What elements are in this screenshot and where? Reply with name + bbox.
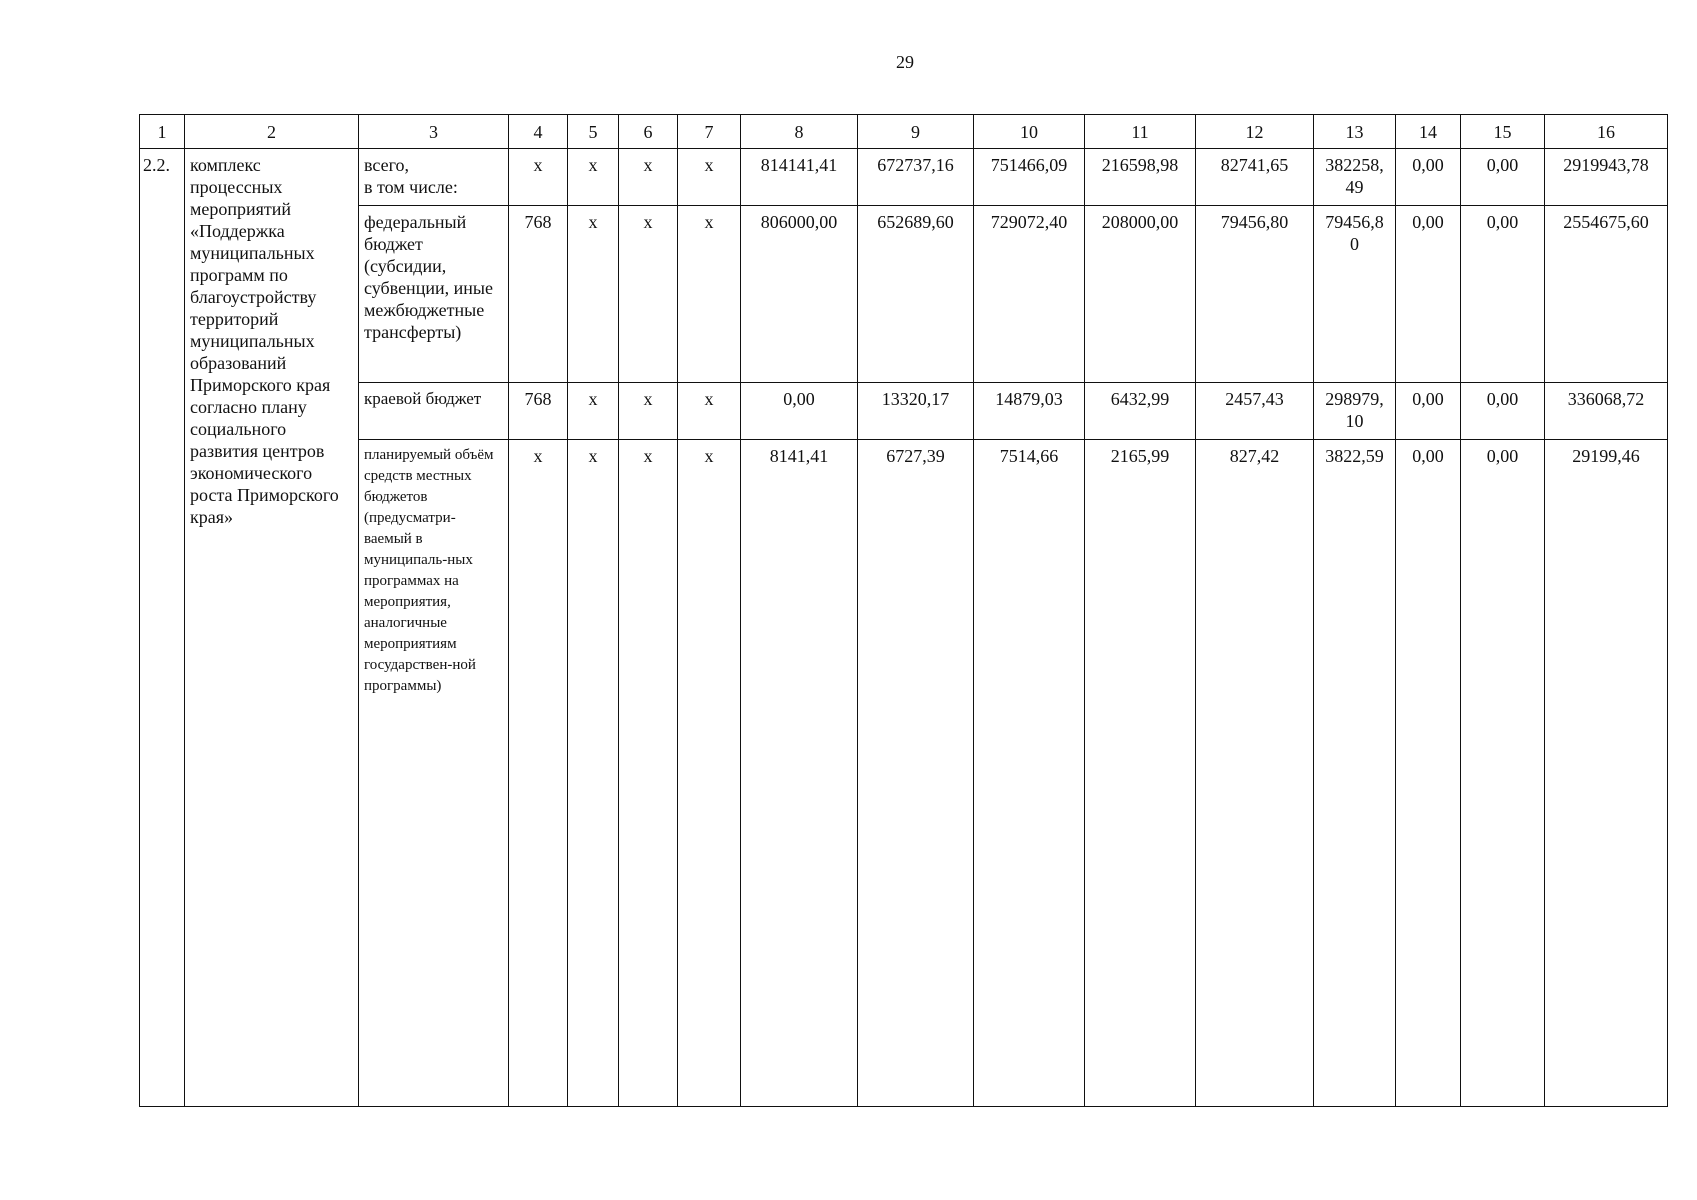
- funding-source: краевой бюджет: [359, 383, 509, 440]
- cell-c9: 13320,17: [858, 383, 974, 440]
- cell-c8: 8141,41: [741, 440, 858, 1107]
- cell-c6: х: [619, 440, 678, 1107]
- cell-c15: 0,00: [1461, 383, 1545, 440]
- cell-c4: 768: [509, 206, 568, 383]
- cell-c10: 751466,09: [974, 149, 1085, 206]
- column-header: 12: [1196, 115, 1314, 149]
- column-header: 2: [185, 115, 359, 149]
- column-header: 10: [974, 115, 1085, 149]
- budget-table: [139, 114, 1668, 1107]
- column-header: 5: [568, 115, 619, 149]
- cell-c6: х: [619, 383, 678, 440]
- funding-source: федеральный бюджет (субсидии, субвенции, иные межбюджетные трансферты): [359, 206, 509, 383]
- column-header: 7: [678, 115, 741, 149]
- column-header: 3: [359, 115, 509, 149]
- cell-c10: 729072,40: [974, 206, 1085, 383]
- cell-c6: х: [619, 206, 678, 383]
- cell-c7: х: [678, 206, 741, 383]
- cell-c4: 768: [509, 383, 568, 440]
- cell-c16: 336068,72: [1545, 383, 1668, 440]
- table-row: [140, 206, 1668, 383]
- cell-c6: х: [619, 149, 678, 206]
- column-header: 9: [858, 115, 974, 149]
- cell-c14: 0,00: [1396, 149, 1461, 206]
- cell-c10: 7514,66: [974, 440, 1085, 1107]
- cell-c12: 827,42: [1196, 440, 1314, 1107]
- column-header: 14: [1396, 115, 1461, 149]
- cell-c16: 2554675,60: [1545, 206, 1668, 383]
- cell-c11: 208000,00: [1085, 206, 1196, 383]
- cell-c10: 14879,03: [974, 383, 1085, 440]
- cell-c15: 0,00: [1461, 440, 1545, 1107]
- cell-c14: 0,00: [1396, 206, 1461, 383]
- cell-c11: 6432,99: [1085, 383, 1196, 440]
- cell-c7: х: [678, 149, 741, 206]
- cell-c8: 806000,00: [741, 206, 858, 383]
- column-number-row: [140, 115, 1668, 149]
- column-header: 8: [741, 115, 858, 149]
- cell-c7: х: [678, 440, 741, 1107]
- cell-c5: х: [568, 383, 619, 440]
- cell-c8: 0,00: [741, 383, 858, 440]
- column-header: 11: [1085, 115, 1196, 149]
- cell-c5: х: [568, 149, 619, 206]
- funding-source: всего, в том числе:: [359, 149, 509, 206]
- cell-c16: 29199,46: [1545, 440, 1668, 1107]
- cell-c9: 6727,39: [858, 440, 974, 1107]
- cell-c5: х: [568, 440, 619, 1107]
- cell-c12: 82741,65: [1196, 149, 1314, 206]
- cell-c12: 79456,80: [1196, 206, 1314, 383]
- row-number: 2.2.: [140, 149, 185, 1107]
- cell-c11: 216598,98: [1085, 149, 1196, 206]
- funding-source: планируемый объём средств местных бюджетов (предусматри-ваемый в муниципаль-ных программах на мероприятия, аналогичные мероприятиям государствен-ной программы): [359, 440, 509, 1107]
- cell-c9: 652689,60: [858, 206, 974, 383]
- cell-c11: 2165,99: [1085, 440, 1196, 1107]
- cell-c7: х: [678, 383, 741, 440]
- cell-c5: х: [568, 206, 619, 383]
- column-header: 15: [1461, 115, 1545, 149]
- cell-c13: 3822,59: [1314, 440, 1396, 1107]
- cell-c16: 2919943,78: [1545, 149, 1668, 206]
- cell-c15: 0,00: [1461, 149, 1545, 206]
- cell-c4: х: [509, 440, 568, 1107]
- table-row: [140, 440, 1668, 1107]
- cell-c13: 382258, 49: [1314, 149, 1396, 206]
- row-name: комплекс процессных мероприятий «Поддержка муниципальных программ по благоустройству территорий муниципальных образований Приморского края согласно плану социального развития центров экономического роста Приморского края»: [185, 149, 359, 1107]
- table-row: [140, 149, 1668, 206]
- cell-c4: х: [509, 149, 568, 206]
- cell-c8: 814141,41: [741, 149, 858, 206]
- column-header: 6: [619, 115, 678, 149]
- cell-c15: 0,00: [1461, 206, 1545, 383]
- column-header: 13: [1314, 115, 1396, 149]
- cell-c12: 2457,43: [1196, 383, 1314, 440]
- column-header: 1: [140, 115, 185, 149]
- column-header: 16: [1545, 115, 1668, 149]
- cell-c14: 0,00: [1396, 383, 1461, 440]
- column-header: 4: [509, 115, 568, 149]
- cell-c13: 298979, 10: [1314, 383, 1396, 440]
- table-row: [140, 383, 1668, 440]
- cell-c14: 0,00: [1396, 440, 1461, 1107]
- cell-c9: 672737,16: [858, 149, 974, 206]
- page-number: 29: [896, 52, 914, 72]
- cell-c13: 79456,8 0: [1314, 206, 1396, 383]
